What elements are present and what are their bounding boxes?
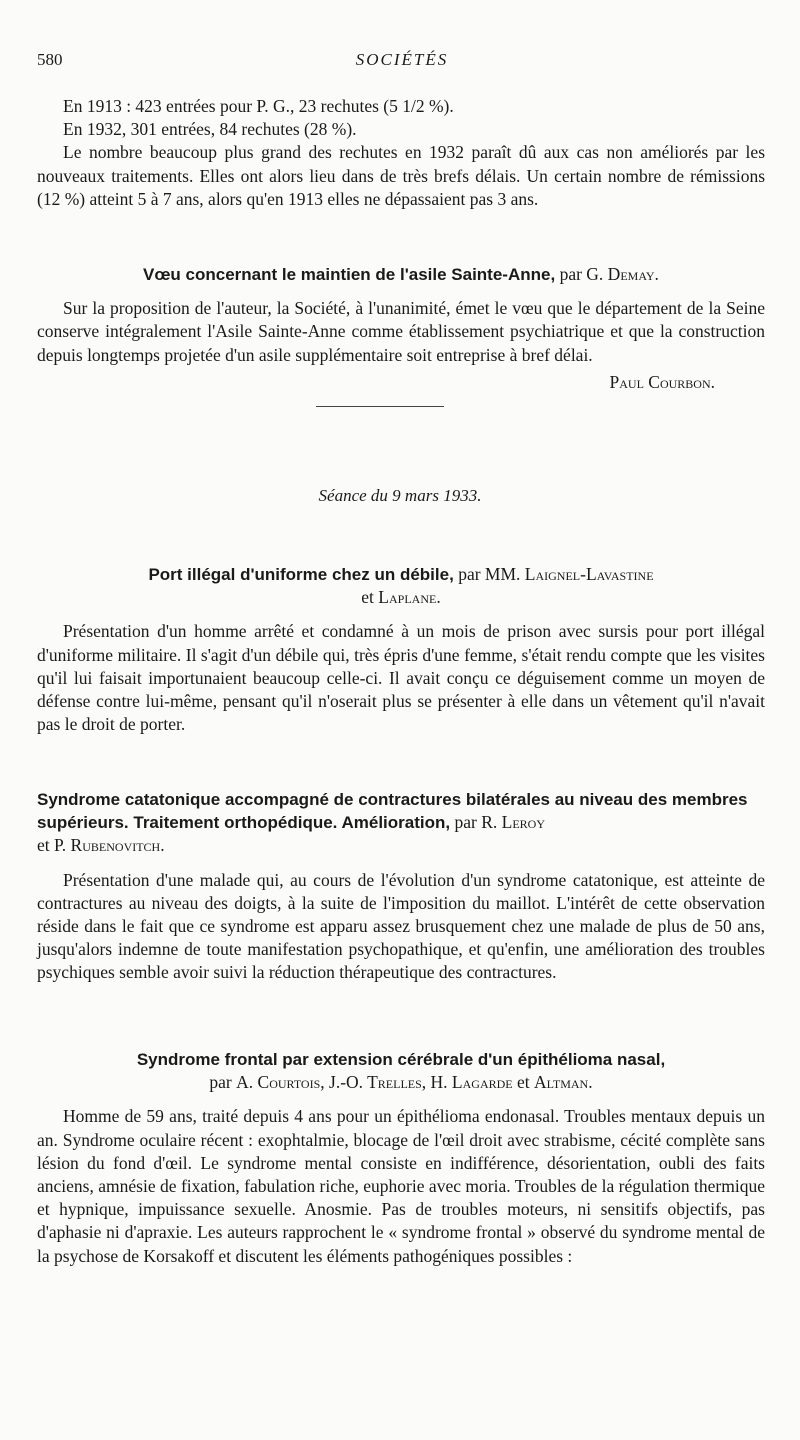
intro-section (37, 95, 765, 211)
section-divider (316, 406, 444, 407)
article-3-authors: A. Courtois, J.-O. Trelles, H. Lagarde (236, 1072, 513, 1093)
article-2-title: Syndrome catatonique accompagné de contractures bilatérales au niveau des membres supérieurs. Traitement orthopédique. Amélioration, (37, 790, 748, 833)
article-2-body: Présentation d'une malade qui, au cours de l'évolution d'un syndrome catatonique, est atteinte de contractures au niveau des doigts, à la suite de l'imposition du maillot. L'intérêt de cette observation réside dans le fait que ce syndrome est apparu assez brusquement chez une malade de plus de 50 ans, jusqu'alors indemne de toute manifestation psychopathique, et qu'enfin, une amélioration des troubles psychiques semble avoir suivi la réduction thérapeutique des contractures. (37, 869, 765, 983)
intro-line-1913: En 1913 : 423 entrées pour P. G., 23 rechutes (5 1/2 %). (63, 96, 454, 116)
article-2-authors: R. Leroy (481, 812, 545, 833)
voeu-body: Sur la proposition de l'auteur, la Société, à l'unanimité, émet le vœu que le département de la Seine conserve intégralement l'Asile Sainte-Anne comme établissement psychiatrique et que la construction depuis longtemps projetée d'un asile supplémentaire soit entreprise à bref délai. (37, 298, 765, 365)
article-1-authors-a: Laignel-Lavastine (524, 564, 654, 584)
voeu-signature-row (37, 371, 765, 394)
article-2 (37, 788, 765, 985)
page-header (37, 50, 767, 74)
article-2-by: par (450, 812, 482, 833)
seance-date: Séance du 9 mars 1933. (318, 486, 482, 505)
article-3-by: par (209, 1072, 237, 1093)
article-1 (37, 563, 765, 736)
article-1-body: Présentation d'un homme arrêté et condamné à un mois de prison avec sursis pour port illégal d'uniforme militaire. Il s'agit d'un débile qui, très épris d'une femme, s'était rendu compte que les visites qu'il lui faisait importunaient beaucoup celle-ci. Il avait conçu ce déguisement comme un moyen de défense contre lui-même, pensant qu'il n'oserait plus se présenter à elle dans un vêtement qu'il n'avait pas le droit de porter. (37, 621, 765, 735)
voeu-heading (37, 263, 765, 286)
article-3-body: Homme de 59 ans, traité depuis 4 ans pour un épithélioma endonasal. Troubles mentaux depuis un an. Syndrome oculaire récent : exophtalmie, blocage de l'œil droit avec strabisme, cécité complète sans lésion du fond d'œil. Le syndrome mental consiste en indifférence, désorientation, oubli des faits anciens, amnésie de fixation, fabulation riche, euphorie avec moria. Troubles de la régulation thermique et hypnique, impuissance sexuelle. Anosmie. Pas de troubles moteurs, ni sensitifs objectifs, pas d'aphasie ni d'apraxie. Les auteurs rapprochent le « syndrome frontal » observé du syndrome mental de la psychose de Korsakoff et discutent les éléments pathogéniques possibles : (37, 1106, 765, 1266)
article-3-heading (37, 1048, 765, 1094)
article-3-authors-last: Altman. (534, 1072, 593, 1093)
voeu-by: par (555, 264, 587, 284)
voeu-signature: Paul Courbon. (609, 372, 715, 392)
running-head: SOCIÉTÉS (355, 50, 449, 69)
article-1-authors-b: Laplane. (378, 587, 441, 608)
intro-paragraph: Le nombre beaucoup plus grand des rechutes en 1932 paraît dû aux cas non améliorés par les nouveaux traitements. Elles ont alors lieu dans de très brefs délais. Un certain nombre de rémissions (12 %) atteint 5 à 7 ans, alors qu'en 1913 elles ne dépassaient pas 3 ans. (37, 142, 765, 209)
article-1-title: Port illégal d'uniforme chez un débile, (148, 565, 454, 584)
article-2-heading (37, 788, 765, 858)
article-3-et: et (512, 1072, 535, 1093)
article-1-heading (37, 563, 765, 609)
article-2-et: et (37, 835, 55, 856)
voeu-title: Vœu concernant le maintien de l'asile Sainte-Anne, (143, 265, 556, 284)
article-1-et: et (361, 587, 379, 608)
voeu-author: G. Demay. (586, 264, 659, 284)
page-number: 580 (37, 50, 63, 69)
article-2-authors-2: P. Rubenovitch. (54, 835, 165, 856)
article-1-by: par MM. (453, 564, 525, 584)
article-3-title: Syndrome frontal par extension cérébrale d'un épithélioma nasal, (136, 1050, 666, 1069)
article-3 (37, 1048, 765, 1268)
voeu-section (37, 263, 765, 367)
intro-line-1932: En 1932, 301 entrées, 84 rechutes (28 %). (63, 119, 357, 140)
